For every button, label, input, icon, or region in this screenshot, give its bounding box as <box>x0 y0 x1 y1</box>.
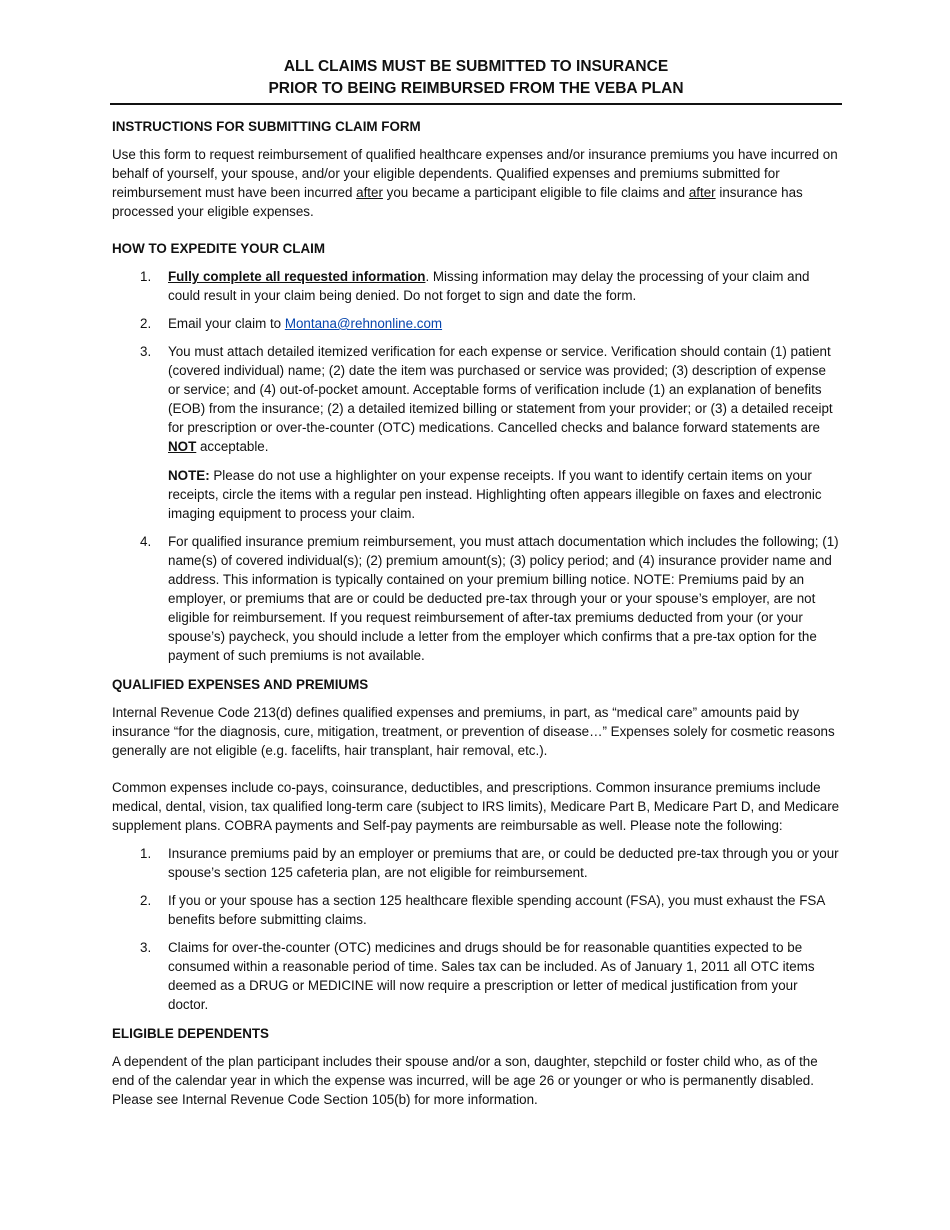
instructions-section <box>112 117 840 221</box>
expedite-heading: HOW TO EXPEDITE YOUR CLAIM <box>112 241 326 256</box>
expedite-section <box>112 239 840 665</box>
dependents-paragraph: A dependent of the plan participant includes their spouse and/or a son, daughter, stepchild or foster child who, as of the end of the calendar year in which the expense was incurred, will be age 26 or younger or who is permanently disabled. Please see Internal Revenue Code Section 105(b) for more information. <box>112 1054 818 1107</box>
list-item: 2. If you or your spouse has a section 125 healthcare flexible spending account (FSA), you must exhaust the FSA benefits before submitting claims. <box>140 893 825 927</box>
dependents-heading: ELIGIBLE DEPENDENTS <box>112 1026 269 1041</box>
list-item: 3. Claims for over-the-counter (OTC) medicines and drugs should be for reasonable quantities expected to be consumed within a reasonable period of time. Sales tax can be included. As of January 1, 2011 all OTC items deemed as a DRUG or MEDICINE will now require a prescription or letter of medical justification from your doctor. <box>140 940 815 1012</box>
list-item: 1. Insurance premiums paid by an employer or premiums that are, or could be deducted pre-tax through you or your spouse’s section 125 cafeteria plan, are not eligible for reimbursement. <box>140 846 839 880</box>
expedite-list <box>112 267 840 665</box>
email-link[interactable]: Montana@rehnonline.com <box>284 316 443 331</box>
dependents-section <box>112 1024 840 1109</box>
qualified-paragraph-2: Common expenses include co-pays, coinsurance, deductibles, and prescriptions. Common insurance premiums include medical, dental, vision, tax qualified long-term care (subject to IRS limits), Medicare Part B, Medicare Part D, and Medicare supplement plans. COBRA payments and Self-pay payments are reimbursable as well. Please note the following: <box>112 780 840 833</box>
qualified-section <box>112 675 840 1014</box>
qualified-list <box>112 844 840 1014</box>
note-paragraph: NOTE: Please do not use a highlighter on your expense receipts. If you want to identify certain items on your receipts, circle the items with a regular pen instead. Highlighting often appears illegible on faxes and electronic imaging equipment to process your claim. <box>168 468 822 521</box>
title-divider <box>110 103 842 105</box>
list-item: 1. Fully complete all requested information. Missing information may delay the processing of your claim and could result in your claim being denied. Do not forget to sign and date the form. <box>140 269 810 303</box>
qualified-heading: QUALIFIED EXPENSES AND PREMIUMS <box>112 677 369 692</box>
list-item: 3. You must attach detailed itemized verification for each expense or service. Verification should contain (1) patient (covered individual) name; (2) date the item was purchased or service was provided; (3) description of expense or service; and (4) out-of-pocket amount. Acceptable forms of verification include (1) an explanation of benefits (EOB) from the insurance; (2) a detailed itemized billing or statement from your provider; or (3) a detailed receipt for prescription or over-the-counter (OTC) medications. Cancelled checks and balance forward statements are NOT acceptable. NOTE: Please do not use a highlighter on your expense receipts. If you want to identify certain items on your receipts, circle the items with a regular pen instead. Highlighting often appears illegible on faxes and electronic imaging equipment to process your claim. <box>112 342 840 523</box>
list-item: 4. For qualified insurance premium reimbursement, you must attach documentation which includes the following; (1) name(s) of covered individual(s); (2) premium amount(s); (3) policy period; and (4) insurance provider name and address. This information is typically contained on your premium billing notice. NOTE: Premiums paid by an employer, or premiums that are or could be deducted pre-tax through your or your spouse’s employer, are not eligible for reimbursement. If you request reimbursement of after-tax premiums deducted from your (or your spouse’s) paycheck, you should include a letter from the employer which confirms that a pre-tax option for the payment of such premiums is not available. <box>140 534 839 663</box>
document-page <box>112 56 840 1127</box>
instructions-paragraph: Use this form to request reimbursement of qualified healthcare expenses and/or insurance premiums you have incurred on behalf of yourself, your spouse, and/or your eligible dependents. Qualified expenses and premiums submitted for reimbursement must have been incurred after you became a participant eligible to file claims and after insurance has processed your eligible expenses. <box>112 147 838 219</box>
page-title-line-1: ALL CLAIMS MUST BE SUBMITTED TO INSURANCE <box>283 58 669 75</box>
qualified-paragraph-1: Internal Revenue Code 213(d) defines qualified expenses and premiums, in part, as “medical care” amounts paid by insurance “for the diagnosis, cure, mitigation, treatment, or prevention of disease…” Expenses solely for cosmetic reasons generally are not eligible (e.g. facelifts, hair transplant, hair removal, etc.). <box>112 705 835 758</box>
instructions-heading: INSTRUCTIONS FOR SUBMITTING CLAIM FORM <box>112 119 421 134</box>
page-title-line-2: PRIOR TO BEING REIMBURSED FROM THE VEBA PLAN <box>268 80 684 97</box>
list-item: 2. Email your claim to Montana@rehnonline.com <box>140 316 443 331</box>
